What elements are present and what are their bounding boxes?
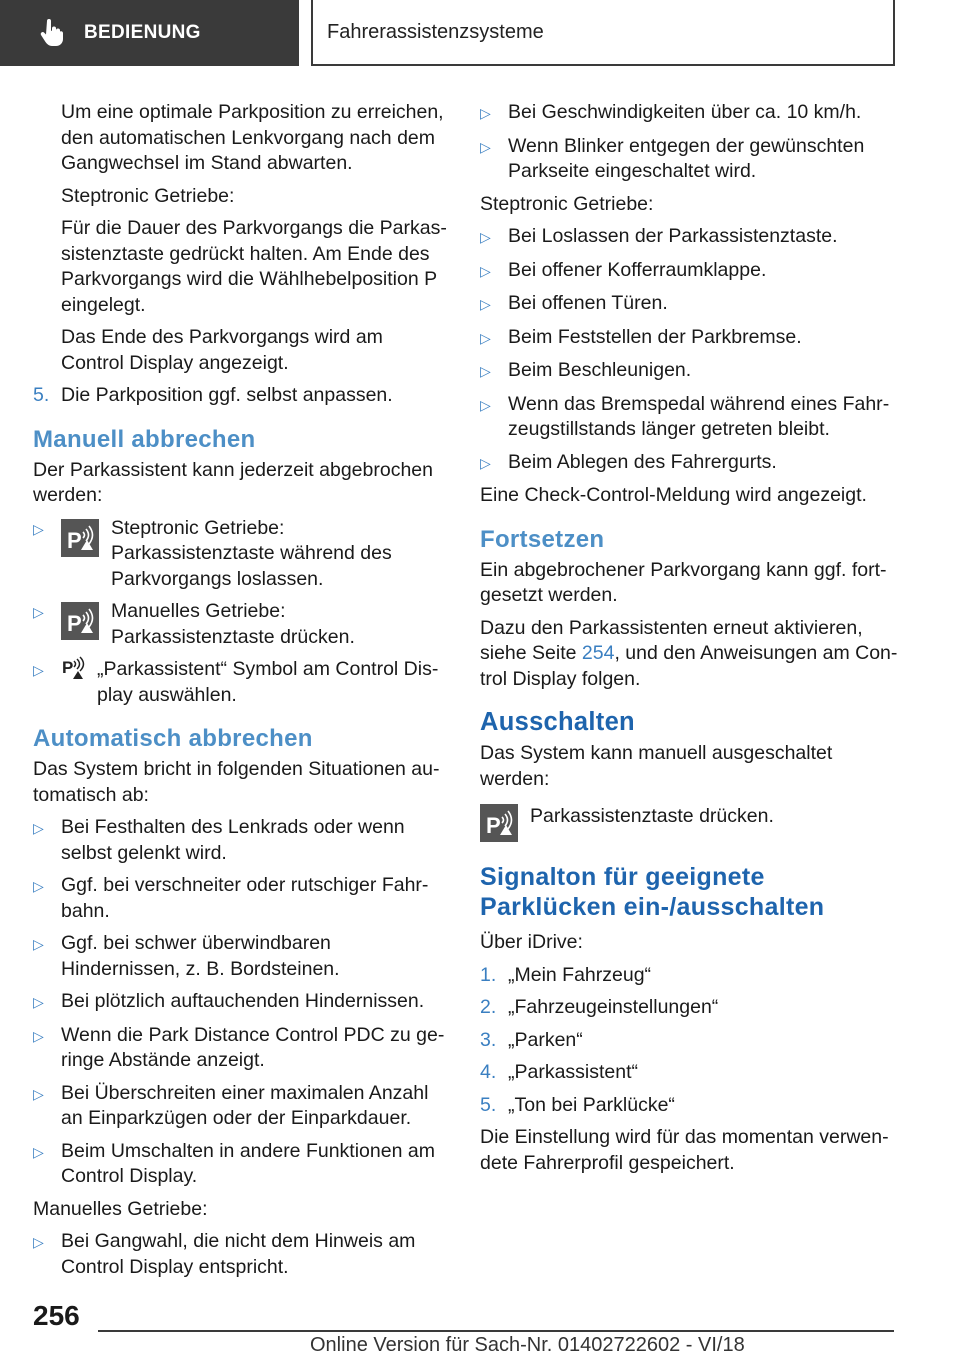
step-number: 3. bbox=[480, 1028, 497, 1051]
list-item-text: Beim Ablegen des Fahrergurts. bbox=[508, 450, 777, 473]
page-header bbox=[0, 0, 960, 66]
list-item-text: Bei Gangwahl, die nicht dem Hinweis am Control Display entspricht. bbox=[61, 1230, 416, 1278]
list-item bbox=[480, 358, 900, 385]
step-text: „Fahrzeugeinstellungen“ bbox=[508, 996, 719, 1018]
list-item bbox=[480, 224, 900, 251]
list-item bbox=[33, 989, 451, 1016]
numbered-step bbox=[480, 1060, 900, 1086]
list-item bbox=[33, 1023, 451, 1074]
list-item-text: Bei offenen Türen. bbox=[508, 292, 668, 314]
list-item-text: Bei plötzlich auftauchenden Hindernissen. bbox=[61, 990, 425, 1012]
list-item bbox=[33, 1229, 451, 1280]
svg-text:P: P bbox=[67, 611, 82, 636]
list-item bbox=[480, 450, 900, 477]
triangle-bullet-icon: ▷ bbox=[33, 604, 44, 620]
list-item bbox=[480, 258, 900, 285]
section-title: BEDIENUNG bbox=[84, 22, 201, 43]
step-number: 5. bbox=[33, 384, 50, 406]
numbered-step bbox=[480, 995, 900, 1021]
list-item-text: Beim Feststellen der Parkbremse. bbox=[508, 325, 802, 348]
paragraph: Eine Check-Control-Meldung wird angezeigt. bbox=[480, 484, 867, 506]
svg-text:P: P bbox=[486, 813, 501, 838]
text-segment: , und den Anweisungen am Control Display folgen. bbox=[480, 642, 898, 690]
paragraph: Steptronic Getriebe: bbox=[61, 184, 235, 207]
list-item-text: Ggf. bei schwer überwindbaren Hindernissen, z. B. Bordsteinen. bbox=[61, 932, 340, 980]
section-heading-auto: Automatisch abbrechen bbox=[33, 725, 313, 752]
step-number: 4. bbox=[480, 1061, 497, 1083]
page-number: 256 bbox=[33, 1300, 80, 1331]
triangle-bullet-icon: ▷ bbox=[33, 662, 44, 678]
instruction-text: Parkassistenztaste drücken. bbox=[530, 805, 774, 827]
right-column bbox=[480, 100, 900, 1183]
list-item-text: Beim Beschleunigen. bbox=[508, 359, 692, 381]
svg-text:P: P bbox=[62, 658, 74, 677]
list-item-text: Bei Geschwindigkeiten über ca. 10 km/h. bbox=[508, 101, 862, 123]
step-text: „Parken“ bbox=[508, 1028, 583, 1051]
triangle-bullet-icon: ▷ bbox=[33, 1143, 44, 1160]
park-assist-button-icon bbox=[61, 519, 99, 557]
triangle-bullet-icon: ▷ bbox=[480, 262, 491, 279]
paragraph: Das System kann manuell ausgeschaltet werden: bbox=[480, 742, 833, 790]
list-item-text: „Parkassistent“ Symbol am Control Display auswählen. bbox=[97, 658, 439, 706]
park-assist-button-icon bbox=[61, 602, 99, 640]
paragraph: Das System bricht in folgenden Situationen automatisch ab: bbox=[33, 758, 440, 806]
page-reference-link[interactable]: 254 bbox=[581, 642, 615, 664]
triangle-bullet-icon: ▷ bbox=[33, 520, 44, 537]
triangle-bullet-icon: ▷ bbox=[33, 936, 44, 952]
numbered-step bbox=[480, 1093, 900, 1119]
list-item-text: Bei Loslassen der Parkassistenztaste. bbox=[508, 225, 838, 247]
section-heading-manual: Manuell abbrechen bbox=[33, 425, 256, 453]
list-item-text: Beim Umschalten in andere Funktionen am Control Display. bbox=[61, 1139, 435, 1187]
step-number: 5. bbox=[480, 1093, 497, 1116]
paragraph: Über iDrive: bbox=[480, 931, 583, 953]
triangle-bullet-icon: ▷ bbox=[480, 363, 491, 379]
list-item-text: Steptronic Getriebe: Parkassistenztaste während des Parkvorgangs loslassen. bbox=[111, 516, 392, 590]
list-item bbox=[33, 873, 451, 924]
list-item bbox=[33, 1139, 451, 1190]
triangle-bullet-icon: ▷ bbox=[480, 454, 491, 471]
paragraph: Um eine optimale Parkposition zu erreichen, den automatischen Lenkvorgang nach dem Gangwechsel im Stand abwarten. bbox=[61, 101, 444, 174]
park-assistant-symbol-icon bbox=[61, 655, 91, 681]
triangle-bullet-icon: ▷ bbox=[33, 820, 44, 836]
paragraph: Der Parkassistent kann jederzeit abgebrochen werden: bbox=[33, 458, 433, 506]
step-number: 2. bbox=[480, 996, 497, 1018]
triangle-bullet-icon: ▷ bbox=[480, 138, 491, 155]
paragraph: Ein abgebrochener Parkvorgang kann ggf. fortgesetzt werden. bbox=[480, 558, 887, 606]
paragraph: Für die Dauer des Parkvorgangs die Parkassistenztaste gedrückt halten. Am Ende des Parkvorgangs wird die Wählhebelposition P eingelegt. bbox=[61, 217, 447, 316]
triangle-bullet-icon: ▷ bbox=[480, 105, 491, 121]
triangle-bullet-icon: ▷ bbox=[480, 229, 491, 245]
list-item-text: Manuelles Getriebe: Parkassistenztaste drücken. bbox=[111, 600, 355, 648]
left-column bbox=[33, 100, 451, 1287]
triangle-bullet-icon: ▷ bbox=[33, 878, 44, 894]
numbered-step bbox=[480, 963, 900, 989]
chapter-box bbox=[311, 0, 895, 66]
step-text: „Parkassistent“ bbox=[508, 1061, 639, 1083]
triangle-bullet-icon: ▷ bbox=[480, 329, 491, 346]
chapter-title: Fahrerassistenzsysteme bbox=[327, 20, 544, 43]
footer-version: Online Version für Sach-Nr. 01402722602 - VI/18 bbox=[310, 1334, 745, 1356]
section-heading-continue: Fortsetzen bbox=[480, 525, 605, 553]
step-number: 1. bbox=[480, 963, 497, 986]
list-item bbox=[33, 516, 451, 593]
list-item bbox=[480, 291, 900, 318]
step-text: „Ton bei Parklücke“ bbox=[508, 1093, 675, 1116]
list-item bbox=[480, 325, 900, 352]
list-item bbox=[33, 1081, 451, 1132]
paragraph: Das Ende des Parkvorgangs wird am Control Display angezeigt. bbox=[61, 326, 383, 374]
triangle-bullet-icon: ▷ bbox=[33, 1027, 44, 1044]
list-item-text: Bei Überschreiten einer maximalen Anzahl an Einparkzügen oder der Einparkdauer. bbox=[61, 1081, 429, 1129]
numbered-step bbox=[33, 383, 451, 409]
park-assist-button-icon bbox=[480, 804, 518, 842]
list-item-text: Wenn das Bremspedal während eines Fahrzeugstillstands länger getreten bleibt. bbox=[508, 392, 890, 440]
list-item bbox=[33, 657, 451, 708]
triangle-bullet-icon: ▷ bbox=[33, 994, 44, 1010]
triangle-bullet-icon: ▷ bbox=[480, 396, 491, 413]
paragraph-with-link bbox=[480, 616, 900, 693]
list-item bbox=[480, 100, 900, 127]
text-segment: Dazu den Parkassistenten erneut aktivieren, siehe Seite bbox=[480, 616, 863, 664]
numbered-step bbox=[480, 1028, 900, 1054]
list-item-text: Wenn die Park Distance Control PDC zu geringe Abstände anzeigt. bbox=[61, 1023, 445, 1071]
triangle-bullet-icon: ▷ bbox=[33, 1085, 44, 1102]
list-item bbox=[480, 134, 900, 185]
list-item bbox=[33, 931, 451, 982]
footer-divider bbox=[98, 1330, 894, 1332]
paragraph: Die Einstellung wird für das momentan verwendete Fahrerprofil gespeichert. bbox=[480, 1126, 889, 1174]
section-tab bbox=[0, 0, 299, 66]
list-item bbox=[33, 599, 451, 650]
list-item-text: Wenn Blinker entgegen der gewünschten Parkseite eingeschaltet wird. bbox=[508, 134, 865, 182]
paragraph: Manuelles Getriebe: bbox=[33, 1197, 208, 1220]
hand-pointer-icon bbox=[38, 19, 64, 47]
triangle-bullet-icon: ▷ bbox=[33, 1234, 44, 1250]
triangle-bullet-icon: ▷ bbox=[480, 296, 491, 312]
list-item bbox=[33, 815, 451, 866]
list-item bbox=[480, 392, 900, 443]
step-text: Die Parkposition ggf. selbst anpassen. bbox=[61, 384, 393, 406]
list-item-text: Bei Festhalten des Lenkrads oder wenn selbst gelenkt wird. bbox=[61, 816, 405, 864]
section-heading-off: Ausschalten bbox=[480, 708, 635, 736]
list-item-text: Ggf. bei verschneiter oder rutschiger Fahrbahn. bbox=[61, 874, 429, 922]
paragraph: Steptronic Getriebe: bbox=[480, 192, 654, 215]
button-instruction bbox=[480, 804, 900, 842]
section-heading-signal: Signalton für geeignete Parklücken ein-/ausschalten bbox=[480, 863, 825, 921]
step-text: „Mein Fahrzeug“ bbox=[508, 963, 652, 986]
list-item-text: Bei offener Kofferraumklappe. bbox=[508, 258, 767, 281]
svg-text:P: P bbox=[67, 527, 82, 553]
